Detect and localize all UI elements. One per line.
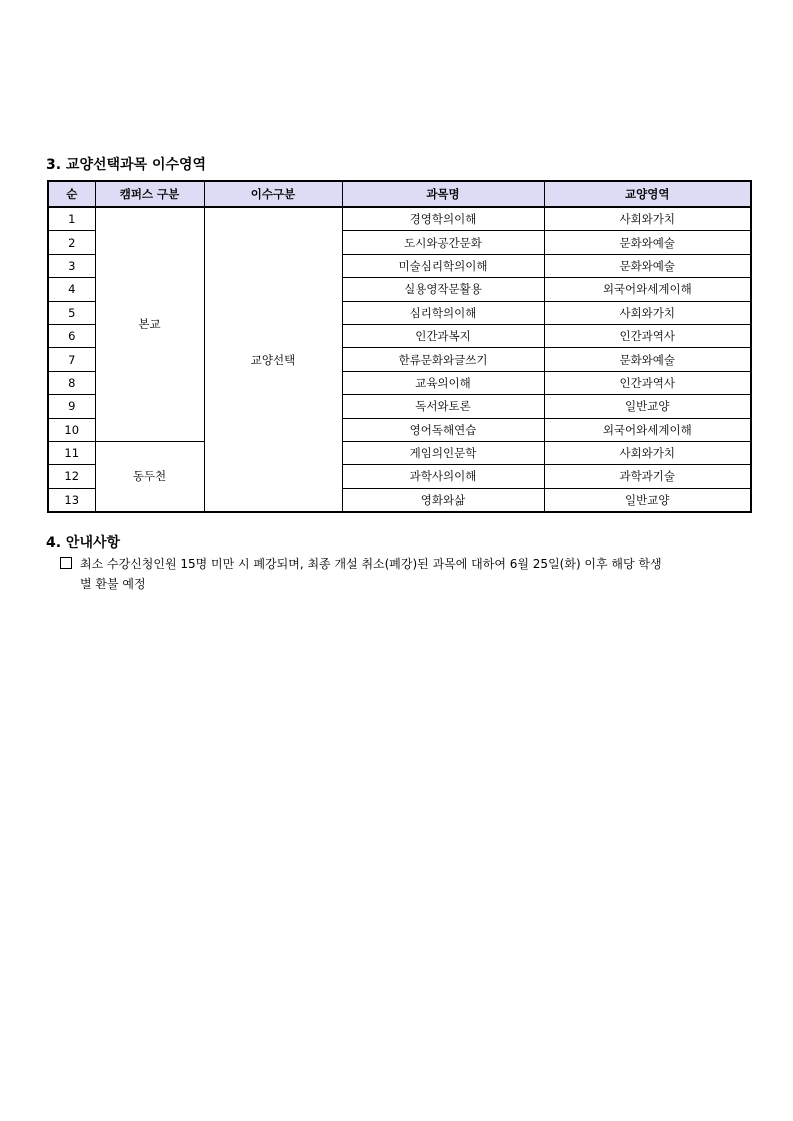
table-row	[48, 207, 751, 231]
row-no: 12	[48, 465, 95, 488]
row-course: 경영학의이해	[342, 207, 544, 231]
section-4-title: 4. 안내사항	[46, 535, 121, 551]
row-no: 6	[48, 324, 95, 347]
row-no: 8	[48, 371, 95, 394]
row-area: 과학과기술	[544, 465, 751, 488]
row-area: 외국어와세계이해	[544, 278, 751, 301]
row-area: 문화와예술	[544, 348, 751, 371]
row-course: 게임의인문학	[342, 441, 544, 464]
row-area: 사회와가치	[544, 441, 751, 464]
row-no: 7	[48, 348, 95, 371]
course-table	[47, 180, 752, 513]
row-area: 사회와가치	[544, 207, 751, 231]
row-no: 3	[48, 254, 95, 277]
row-no: 9	[48, 395, 95, 418]
campus-main-cell: 본교	[95, 207, 204, 441]
row-no: 4	[48, 278, 95, 301]
row-course: 과학사의이해	[342, 465, 544, 488]
row-course: 교육의이해	[342, 371, 544, 394]
row-course: 영어독해연습	[342, 418, 544, 441]
row-course: 도시와공간문화	[342, 231, 544, 254]
row-area: 인간과역사	[544, 324, 751, 347]
row-area: 일반교양	[544, 395, 751, 418]
header-area: 교양영역	[544, 181, 751, 207]
notice-text-1: 최소 수강신청인원 15명 미만 시 폐강되며, 최종 개설 취소(폐강)된 과목에 대하여 6월 25일(화) 이후 해당 학생	[80, 557, 662, 571]
notice-paragraph	[60, 554, 750, 594]
row-course: 미술심리학의이해	[342, 254, 544, 277]
table-row	[48, 441, 751, 464]
table-header-row	[48, 181, 751, 207]
row-course: 영화와삶	[342, 488, 544, 512]
header-course: 과목명	[342, 181, 544, 207]
row-no: 1	[48, 207, 95, 231]
row-course: 독서와토론	[342, 395, 544, 418]
section-3-title: 3. 교양선택과목 이수영역	[46, 157, 207, 173]
row-area: 일반교양	[544, 488, 751, 512]
row-area: 사회와가치	[544, 301, 751, 324]
row-area: 문화와예술	[544, 254, 751, 277]
row-no: 2	[48, 231, 95, 254]
category-cell: 교양선택	[204, 207, 342, 512]
header-no: 순	[48, 181, 95, 207]
notice-line-1	[60, 554, 750, 574]
row-area: 인간과역사	[544, 371, 751, 394]
checkbox-icon	[60, 557, 72, 569]
row-no: 5	[48, 301, 95, 324]
row-course: 심리학의이해	[342, 301, 544, 324]
row-no: 11	[48, 441, 95, 464]
row-course: 한류문화와글쓰기	[342, 348, 544, 371]
row-area: 외국어와세계이해	[544, 418, 751, 441]
header-campus: 캠퍼스 구분	[95, 181, 204, 207]
header-category: 이수구분	[204, 181, 342, 207]
row-course: 인간과복지	[342, 324, 544, 347]
row-area: 문화와예술	[544, 231, 751, 254]
notice-text-2: 별 환불 예정	[80, 577, 146, 591]
row-course: 실용영작문활용	[342, 278, 544, 301]
row-no: 13	[48, 488, 95, 512]
campus-second-cell: 동두천	[95, 441, 204, 512]
row-no: 10	[48, 418, 95, 441]
